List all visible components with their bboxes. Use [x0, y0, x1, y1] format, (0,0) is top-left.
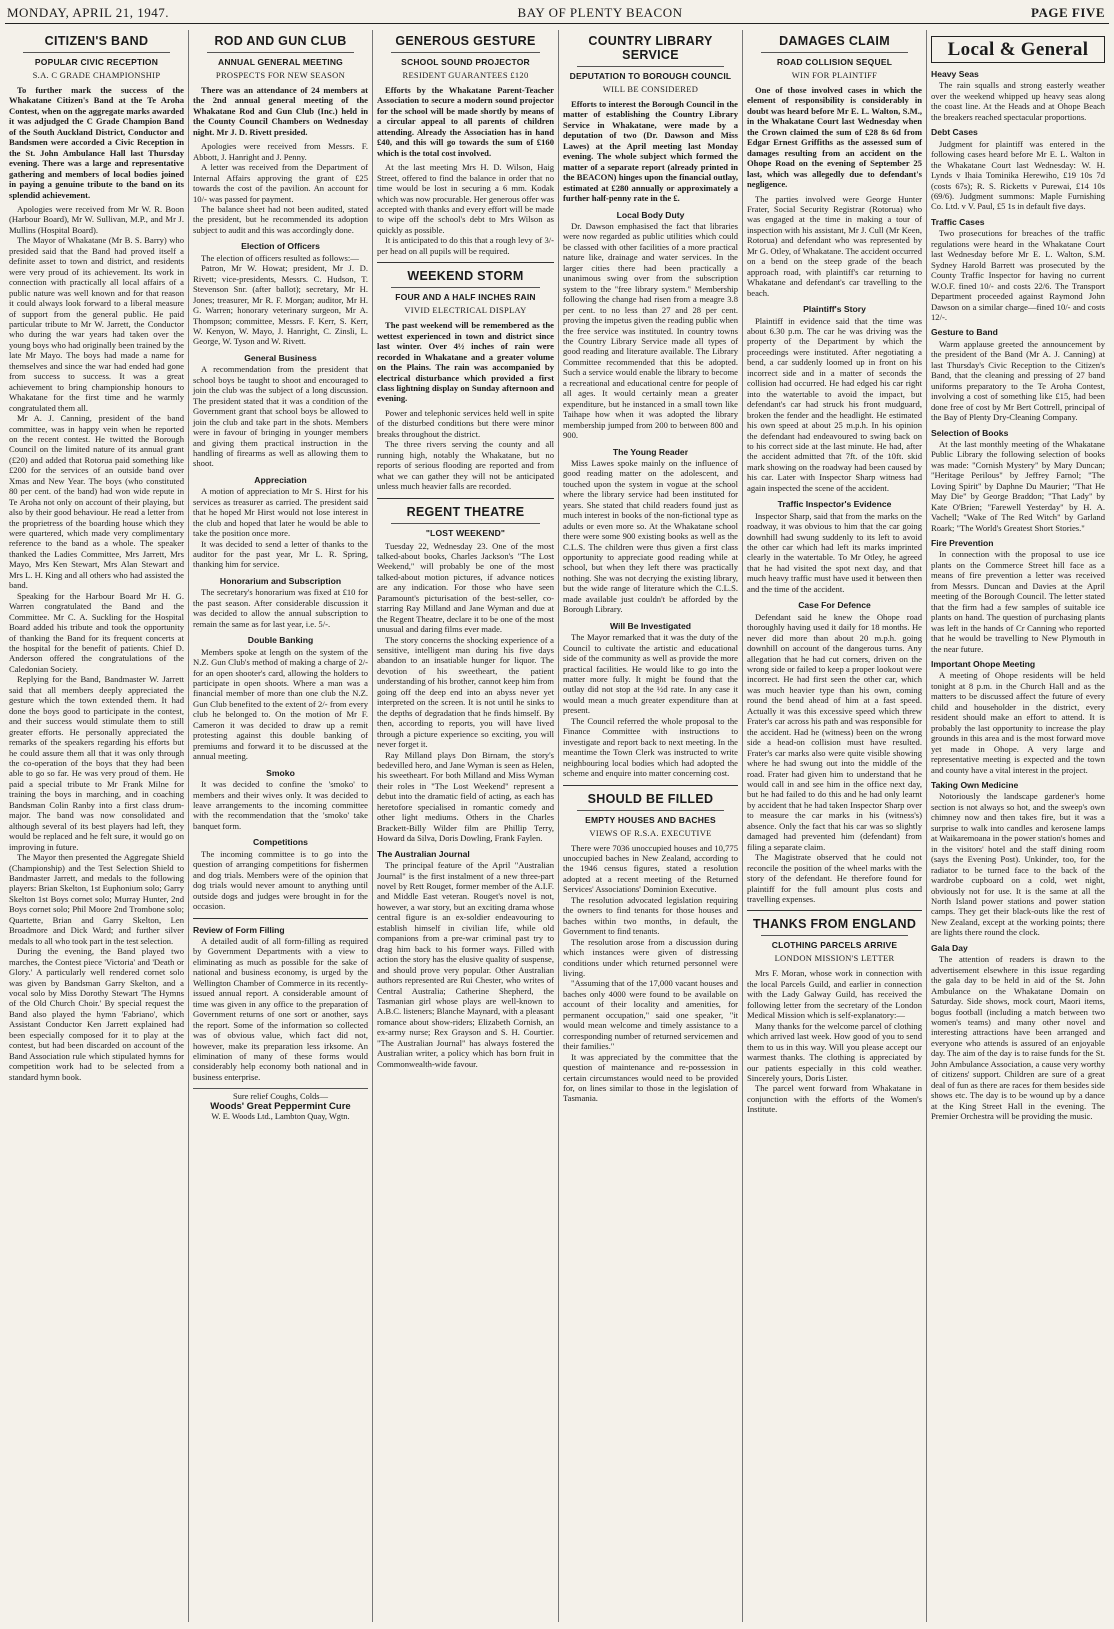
paragraph: The Mayor then presented the Aggregate Shield (Championship) and the Test Selection Shield to Bandmaster Jarrett, and medals to the following players: Brian Skelton, 1st Euphonium solo; Garry Skelton 1st Boys cornet solo; Murray Hunter, 2nd Boys cornet solo; Phil Moore 2nd Trombone solo; Quartette, Brian and Garry Skelton, Len Broadmore and Dick Ward; and further silver medals to all who took part in the test selection. [9, 852, 184, 946]
column-4 [559, 30, 743, 1622]
paragraph: A motion of appreciation to Mr S. Hirst for his services as treasurer as carried. The president said that he hoped Mr Hirst would not lose interest in the club and hoped that later he would be able to take the position once more. [193, 486, 368, 539]
paragraph: Apologies were received from Messrs. F. Abbott, J. Hanright and J. Penny. [193, 141, 368, 162]
news-item-title: Gala Day [931, 942, 968, 953]
paragraph: The principal feature of the April "Australian Journal" is the first instalment of a new three-part novel by Rett Rouget, former member of the A.I.F. and Middle East veteran. Rouget's novel is not, however, a war story, but an exciting drama whose central figure is an ex-soldier endeavouring to establish himself in civilian life, while old companions from a pre-war criminal past try to drag him back to his former ways. Filled with action the story has the elusive quality of suspense, and should prove very popular. Other Australian authors represented are Rui Chester, who writes of Central Australia; Catherine Shepherd, the Tasmanian girl whose plays are well-known to A.B.C. listeners; Blanche Maynard, with a pleasant romance about show-riders; Elizabeth Cornish, an ex-army nurse; Rex Grayson and S. H. Courtier. "The Australian Journal" has always fostered the Australian writer, a policy which has born fruit in Commonwealth-wide favour. [377, 860, 554, 1069]
paragraph: It was appreciated by the committee that the question of maintenance and re-possession in certain circumstances would need to be provided for, on lines similar to those in the legislation of Tasmania. [563, 1051, 738, 1104]
section-heading: Competitions [253, 837, 308, 848]
article-subheading: FOUR AND A HALF INCHES RAIN [395, 292, 536, 303]
news-item-text: Judgment for plaintiff was entered in the following cases heard before Mr E. L. Walton in the Whakatane Court last Wednesday: W. H. Lynds v Ihaia Tominika Herewiho, £19 10s 7d (costs 67s); R. S. Ricketts v Purewai, £14 10s (69/6). Judgment summons: Maple Furnishing Co. Ltd. v V. Paul, £5 1s in default five days. [931, 138, 1105, 212]
article-subheading: "LOST WEEKEND" [425, 527, 506, 538]
paragraph: Members spoke at length on the system of the N.Z. Gun Club's method of making a charge of 2/- for an open shooter's card, allowing the holders to participate in open shoots. Where a man was a financial member of more than one club the N.Z. Gun Club benefited to the extent of 2/- from every club he belonged to. On the motion of Mr F. Cameron it was decided to draw up a remit protesting against this double banking of premiums and forward it to be discussed at the annual meeting. [193, 646, 368, 762]
news-item-text: A meeting of Ohope residents will be held tonight at 8 p.m. in the Church Hall and as the matters to be discussed affect the future of every child and householder in the district, every resident should make an effort to attend. It is probably the last opportunity to increase the play grounds in this area and is the most forward move yet made in Ohope. A very large and representative meeting is expected and the town and county have a vital interest in the project. [931, 670, 1105, 775]
paragraph: The resolution advocated legislation requiring the owners to find tenants for those houses and baches within two months, in default, the Government to find tenants. [563, 894, 738, 937]
article-headline: SHOULD BE FILLED [587, 791, 714, 806]
news-item-title: Gesture to Band [931, 327, 998, 338]
section-heading: Local Body Duty [616, 209, 685, 220]
column-1 [5, 30, 189, 1622]
section-heading: The Young Reader [612, 446, 689, 457]
article-subheading: VIEWS OF R.S.A. EXECUTIVE [589, 827, 712, 838]
section-heading: Election of Officers [241, 241, 320, 252]
article-headline: ROD AND GUN CLUB [214, 34, 347, 48]
paragraph: During the evening, the Band played two marches, the Contest piece 'Victoria' and 'Death or Glory.' A particularly well rendered cornet solo was given by Bandsman Garry Skelton, and a vocal solo by Miss Dorothy Stewart 'The Hymns of the Old Church Choir.' By special request the Band also played the hymn 'Fabriano', which Assistant Conductor Ken Jarrett explained had been especially composed for it to play at the contest, but had been discarded on account of the Band Association rule which stipulated hymns for competition work had to be selected from a standard hymn book. [9, 946, 184, 1082]
news-item-title: Selection of Books [931, 427, 1009, 438]
paragraph: "Assuming that of the 17,000 vacant houses and baches only 4000 were found to be available on account of their locality and amenities, for permanent occupation," said one speaker, "it would mean welcome and timely assistance to a corresponding number of returned servicemen and their families." [563, 978, 738, 1052]
column-5 [743, 30, 927, 1622]
article-headline: CITIZEN'S BAND [44, 34, 149, 48]
column-6 [927, 30, 1109, 1622]
article-lead: The past weekend will be remembered as the wettest experienced in town and district since last winter. Over 4½ inches of rain were recorded in Whakatane and a greater volume on the Plains. The rain was accompanied by electrical disturbance which provided a first class lightning display on Sunday afternoon and evening. [377, 320, 554, 404]
news-item-title: Taking Own Medicine [931, 780, 1019, 790]
article-subheading: SCHOOL SOUND PROJECTOR [401, 57, 530, 67]
news-item-text: At the last monthly meeting of the Whakatane Public Library the following selection of books was made: "Cornish Mystery" by Mary Duncan; "Heritage Perilous" by Jeffrey Farnol; "The Loving Spirit" by Daphne Du Maurier; "That He May Die" by George Braddon; "That Lady" by Kate O'Brien; "Farewell Yesterday" by H. A. Vachell; "Wake of The Red Witch" by Garland Roark; "The World's Greatest Short Stories." [931, 438, 1105, 533]
paragraph: A letter was received from the Department of Internal Affairs approving the grant of £25 towards the cost of the pavilion. An account for 10/- was passed for payment. [193, 162, 368, 204]
article-headline: REGENT THEATRE [406, 504, 525, 519]
section-heading: Case For Defence [798, 600, 871, 611]
paragraph: The parcel went forward from Whakatane in conjunction with the efforts of the Women's Institute. [747, 1083, 922, 1115]
paragraph: The balance sheet had not been audited, stated the president, but he recommended its adoption subject to audit and this was accordingly done. [193, 203, 368, 235]
section-heading: Plaintiff's Story [803, 304, 866, 315]
article-subheading: POPULAR CIVIC RECEPTION [34, 57, 159, 67]
article-subheading: LONDON MISSION'S LETTER [774, 953, 895, 964]
advertisement [193, 1088, 368, 1122]
paragraph: The story concerns the shocking experience of a sensitive, intelligent man during his five days abandon to an insatiable hunger for liquor. The devotion of his sweetheart, the patient understanding of his brother, cannot keep him from going off the deep end into an abyss never yet interpreted on the screen. It is not until he sinks to the depths of degradation that he finds himself. By then, according to reports, you will have lived through a picture experience so exciting, you will never forget it. [377, 634, 554, 750]
news-item-title: Debt Cases [931, 127, 978, 138]
article-subheading: DEPUTATION TO BOROUGH COUNCIL [569, 71, 732, 81]
paragraph: At the last meeting Mrs H. D. Wilson, Haig Street, offered to find the balance in order that no time would be lost in securing a 6 mm. Kodak which was now procurable. Her generous offer was accepted with thanks and every effort will be made to wipe off the school's debt to Mrs Wilson as quickly as possible. [377, 162, 554, 235]
paragraph: There were 7036 unoccupied houses and 10,775 unoccupied baches in New Zealand, according to the 1946 census figures, stated a resolution adopted at a recent meeting of the Returned Services' Associations' Dominion Executive. [563, 842, 738, 895]
paragraph: It is anticipated to do this that a rough levy of 3/- per head on all pupils will be required. [377, 235, 554, 256]
paragraph: Patron, Mr W. Howat; president, Mr J. D. Rivett; vice-presidents, Messrs. C. Hudson, T. Stevenson Snr. (after ballot); secretary, Mr H. Jones; treasurer, Mr R. F. Morgan; auditor, Mr H. G. Warren; honorary veterinary surgeon, Mr A. Thompson; committee, Messrs. F. Kerr, S. Kerr, W. Kenyon, W. Mayo, J. Hanright, C. Zinsli, L. George, W. Tyson and W. Rivett. [193, 263, 368, 347]
article-subheading: ROAD COLLISION SEQUEL [776, 57, 893, 67]
paragraph: It was decided to send a letter of thanks to the auditor for the past year, Mr L. R. Spring, thanking him for service. [193, 538, 368, 570]
masthead [5, 3, 1109, 24]
paragraph: Ray Milland plays Don Birnam, the story's bedevilled hero, and Jane Wyman is seen as Helen, his sweetheart. For both Milland and Miss Wyman their roles in "The Lost Weekend" represent a debut into the dramatic field of acting, as each has heretofore specialised in romantic comedy and other light mediums. Others in the Charles Brackett-Billy Wilder film are Phillip Terry, Howard da Silva, Doris Dowling, Frank Faylen. [377, 749, 554, 844]
paragraph: It was decided to confine the 'smoko' to members and their wives only. It was decided to leave arrangements to the incoming committee with the recommendation that the 'smoko' take banquet form. [193, 779, 368, 831]
section-heading: Will Be Investigated [609, 620, 692, 631]
issue-date: MONDAY, APRIL 21, 1947. [7, 5, 169, 20]
ad-tagline: Sure relief Coughs, Colds— [233, 1092, 328, 1102]
news-item-text: Two prosecutions for breaches of the traffic regulations were heard in the Whakatane Court last Wednesday before Mr E. L. Walton, S.M. Sydney Harold Barrett was prosecuted by the County Traffic Inspector for having no current W.O.F. fined 10/- and costs 22/6. The Transport Department proceeded against Raymond John Dawson on a similar charge—fined 10/- and costs 12/-. [931, 228, 1105, 322]
article-headline: DAMAGES CLAIM [779, 34, 890, 48]
column-2 [189, 30, 373, 1622]
paragraph: Replying for the Band, Bandmaster W. Jarrett said that all members deeply appreciated the gesture which the town extended them. It had done the boys good to participate in the contest, and their success would stimulate them to still greater efforts. He personally appreciated the remarks of the speakers regarding his efforts but he could assure them all that it was only through the co-operation of the boys that they had been able to go so far. He was very proud of them. He paid a special tribute to Mr Frank Milne for training the boys in marching, and in coaching Bandsman Colin Ranby into a first class drum-major. The band was now consolidated and although several of its best players had left, they would be replaced and he felt sure, it would go on improving in future. [9, 674, 184, 852]
paragraph: The three rivers serving the county and all running high, notably the Whakatane, but no reports of serious flooding are reported and from what we can gather they will not be anticipated unless much heavier falls are recorded. [377, 439, 554, 492]
news-item-text: Notoriously the landscape gardener's home section is not always so hot, and the sweep's own chimney now and then takes fire, but it was a surprise to walk into candles and kerosene lamps at Waikaremoana in the power station's homes and in the visitors' hotel and the staff dining room (says the Evening Post). Unkinder, too, for the radiator to be turned face to the back of the wardrobe cupboard on a cold, wet night, obviously not for use. It is the same at all the North Island power stations and power station camps. They get their black-outs like the rest of New Zealand, except at the working points; there are lights there round the clock. [931, 791, 1105, 938]
paragraph: The resolution arose from a discussion during which instances were given of distressing conditions under which returned personnel were living. [563, 936, 738, 978]
paragraph: The Mayor of Whakatane (Mr B. S. Barry) who presided said that the Band had proved itself a definite asset to town and district, and residents were very proud of its achievement. Its work in connection with practically all local affairs of a public nature was well known and for that reason it could always look forward to a liberal measure of support from the general public. He paid particular tribute to Mr W. Jarrett, the Conductor who during the war years had taken over the young boys who had originally been trained by the late Mr Mayo. The boys had made a name for themselves and since the war had ended had gone from success to success. It was a great achievement to bring championship honours to Whakatane for the first time and he warmly congratulated them all. [9, 235, 184, 413]
article-subheading: WIN FOR PLAINTIFF [791, 70, 878, 80]
column-3 [373, 30, 559, 1622]
article-subheading: ANNUAL GENERAL MEETING [218, 57, 343, 67]
paragraph: Defendant said he knew the Ohope road thoroughly having used it daily for 18 months. He never did more than about 20 m.p.h. going downhill on account of the dangerous turns. Any allegation that he had cut corners, driven on the wrong side or failed to keep a proper lookout were incorrect. He had first seen the other car, which was much heavier type than his own, coming round the bend ahead of him at a fast speed. Actually it was this excessive speed which threw Frater's car across his path and was responsible for the accident. Had he (witness) been on the wrong side a head-on collision must have resulted. Frater's car marks also were quite visible showing where he had swung out into the middle of the road. Frater had given him to understand that he would call in and see him in the office next day, but he had failed to do this and he had only learnt by accident that he had taken Inspector Sharp over to measure the car marks in his (witness's) absence. Only the fact that his car was so slightly damaged had prevented him (defendant) from filing a separate claim. [747, 611, 922, 852]
paragraph: The Council referred the whole proposal to the Finance Committee with instructions to investigate and report back to next meeting. In the meantime the Town Clerk was instructed to write neighbouring local bodies which had adopted the scheme and enquire into matter concerning cost. [563, 715, 738, 779]
article-lead: Efforts to interest the Borough Council in the matter of establishing the Country Library Service in Whakatane, were made by a deputation of two (Dr. Dawson and Miss Lawes) at the April meeting last Monday evening. The whole subject which formed the matter of a separate report (already printed in the BEACON) hinges upon the financial outlay, estimated at £280 annually or approximately a further half-penny rate in the £. [563, 99, 738, 204]
section-heading: Review of Form Filling [193, 924, 285, 935]
article-subheading: CLOTHING PARCELS ARRIVE [771, 940, 898, 951]
section-heading: Traffic Inspector's Evidence [777, 499, 892, 510]
article-lead: To further mark the success of the Whakatane Citizen's Band at the Te Aroha Contest, when on the aggregate marks awarded it was adjudged the C Grade Champion Band of the South Auckland District, Conductor and Bandsmen were accorded a Civic Reception in the St. John Ambulance Hall last Thursday evening. There was a large and representative gathering and members of local bodies joined in paying a genuine tribute to the band on its splendid achievement. [9, 85, 184, 200]
article-headline: GENEROUS GESTURE [395, 34, 536, 48]
paragraph: Dr. Dawson emphasised the fact that libraries were now regarded as public utilities which could be classed with other facilities of a more practical nature like, drainage and water services. In the larger cities there had been practically a unanimous swing over from the subscription system to the "free library system." Membership following the change had risen from a meagre 3.8 per cent. to no less than 27 and 28 per cent. proving the impetus given the reading public when the free service was instituted. In country towns the Country Library Service made all types of good reading and literature available. The Library Committee recommended that this be adopted. Such a service would enable the library to become a recreational and educational centre for people of all ages. It would certainly mean a greater expenditure, but he instanced in a small town like Taihape how when it was adopted the library membership jumped from 200 to between 800 and 900. [563, 220, 738, 441]
paragraph: Mr A. J. Canning, president of the band committee, was in happy vein when he reported on the recent contest. He twitted the Borough Council on the limited nature of its annual grant (£20) and added that Rotorua paid something like £200 for the services of an outside band over Xmas and New Year. The boys (who constituted 80 per cent. of the band) had won wide repute in Te Aroha not only on account of their playing, but also by their good behaviour. He read a letter from the proprietress of the boarding house which they were quartered, which made very complimentary reference to the band as a whole. The speaker thanked the Ladies Committee, Mrs Jarrett, Mrs Mayo, Mrs Ken Stewart, Mrs Alan Stewart and Mrs L. H. King and all others who had assisted the band. [9, 413, 184, 591]
article-subheading: PROSPECTS FOR NEW SEASON [215, 70, 346, 80]
paragraph: Mrs F. Moran, whose work in connection with the local Parcels Guild, and earlier in connection with the Lady Galway Guild, has received the following letter from the secretary of the London Medical Mission which is self-explanatory:— [747, 968, 922, 1021]
paragraph: The Mayor remarked that it was the duty of the Council to cultivate the artistic and educational side of the community as well as provide the more practical facilities. He would like to go into the matter more fully. It might be found that the outlay did not stop at the ½d rate. In any case it would mean a much greater expenditure than at present. [563, 632, 738, 716]
paragraph: The parties involved were George Hunter Frater, Social Security Registrar (Rotorua) who was engaged at the time in making a tour of inspection with his assistant, Mr J. Cull (Mr Keen, Rotorua) and defendant who was represented by Mr G. Otley, of Whakatane. The accident occurred on a bend on the steep grade of the beach approach road, with plaintiff's car returning to Whakatane and defendant's car travelling to the beach. [747, 193, 922, 298]
news-item-title: Heavy Seas [931, 69, 979, 79]
section-heading: Double Banking [247, 635, 314, 646]
paragraph: Inspector Sharp, said that from the marks on the roadway, it was obvious to him that the car going downhill had swung suddenly to its left to avoid the other car which had left its marks imprinted clearly in the watertable. To Mr Otley, he agreed that he had visited the spot next day, and that much heavy traffic must have used it between then and the time of the accident. [747, 510, 922, 594]
paragraph: The Magistrate observed that he could not reconcile the position of the wheel marks with the story of the defendant. He therefore found for plaintiff for the full amount plus costs and travelling expenses. [747, 852, 922, 904]
paragraph: The incoming committee is to go into the question of arranging competitions for fishermen and dog trials. Members were of the opinion that dog trials would never amount to anything until outside dogs and judges were brought in for the occasion. [193, 848, 368, 912]
news-item-text: Warm applause greeted the announcement by the president of the Band (Mr A. J. Canning) at last Thursday's Civic Reception to the Citizen's Band, that the cleaning and pressing of 27 band uniforms preparatory to the Te Aroha Contest, involving a cost of something like £15, had been done free of cost by Mr Bert Cottrell, principal of the Bay of Plenty Dry-Cleaning Company. [931, 338, 1105, 423]
section-title: Local & General [947, 39, 1089, 60]
section-heading: The Australian Journal [377, 848, 470, 859]
paragraph: A recommendation from the president that school boys be taught to shoot and encouraged to join the club was the subject of a long discussion. The president stated that it was a condition of the Government grant that school boys be allowed to join the club and take part in the shots. Members were in favour of bringing in younger members and giving them practical instruction in the handling of firearms as well as allowing them to shoot. [193, 364, 368, 469]
newspaper-title: BAY OF PLENTY BEACON [517, 5, 683, 20]
article-subheading: WILL BE CONSIDERED [602, 84, 699, 94]
article-subheading: EMPTY HOUSES AND BACHES [585, 814, 716, 825]
article-subheading: VIVID ELECTRICAL DISPLAY [404, 305, 527, 316]
article-headline: COUNTRY LIBRARY SERVICE [588, 34, 713, 62]
article-lead: There was an attendance of 24 members at the 2nd annual general meeting of the Whakatane Rod and Gun Club (Inc.) held in the County Council Chambers on Wednesday night. Mr J. D. Rivett presided. [193, 85, 368, 137]
paragraph: Plaintiff in evidence said that the time was about 6.30 p.m. The car he was driving was the property of the Department by which the proceedings were instituted. After negotiating a bend, a car suddenly loomed up in front on his incorrect side and in a matter of seconds the collision had occurred. He had edged his car right into the watertable to avoid the impact, but defendant's car had struck his front mudguard, broken the fender and the headlight. He estimated his own speed at about 25 m.p.h. In his opinion the defendant had endeavoured to swing back on to his correct side at the last minute. He had, after the accident admitted that 7ft. of the 10ft. skid mark showing on the roadway had been caused by his car. Later with Inspector Sharp witness had again inspected the scene of the accident. [747, 315, 922, 493]
paragraph: Speaking for the Harbour Board Mr H. G. Warren congratulated the Band and the Committee. Mr C. A. Suckling for the Hospital Board added his tribute and took the opportunity of thanking the Band for its frequent concerts at the hospital for the benefit of patients. Chief D. Anderson offered the congratulations of the Caledonian Society. [9, 590, 184, 674]
article-headline: THANKS FROM ENGLAND [752, 917, 917, 932]
ad-maker: W. E. Woods Ltd., Lambton Quay, Wgtn. [211, 1112, 350, 1122]
article-subheading: RESIDENT GUARANTEES £120 [402, 70, 529, 80]
paragraph: Many thanks for the welcome parcel of clothing which arrived last week. How good of you to send them to us in this way. Will you please accept our warmest thanks. The clothing is appreciated by our patients especially in this cold weather. Sincerely yours, Doris Lister. [747, 1020, 922, 1083]
paragraph: Tuesday 22, Wednesday 23. One of the most talked-about books, Charles Jackson's "The Lost Weekend," will probably be one of the most talked-about motion pictures, if advance notices are any indication. For those who have seen Paramount's picturisation of the best-seller, co-starring Ray Milland and Jane Wyman and due at the Regent Theatre, declare it to be one of the most unusual and daring films ever made. [377, 540, 554, 635]
ad-product: Woods' Great Peppermint Cure [210, 1101, 351, 1113]
paragraph: A detailed audit of all form-filling as required by Government Departments with a view to eliminating as much as possible for the sake of national and business economy, is urged by the Wellington Chamber of Commerce in its recently-issued annual report. A considerable amount of time was given in any office to the preparation of Government returns of one sort or another, says the report. Some of the information so collected was of obvious value, which fact did not, however, make its preparation less irksome. An elimination of many of these forms would considerably help economy both national and in business enterprise. [193, 935, 368, 1082]
section-heading: Honorarium and Subscription [219, 575, 342, 586]
article-subheading: S.A. C GRADE CHAMPIONSHIP [32, 70, 161, 80]
article-lead: One of those involved cases in which the element of responsibility is considerably in doubt was heard before Mr E. L. Walton, S.M., in the Whakatane Court last Wednesday when the Crown claimed the sum of £28 8s 6d from Edgar Ernest Griffiths as the assessed sum of damages resulting from an accident on the Ohope Road on the evening of September 25 last, which was allegedly due to defendant's negligence. [747, 85, 922, 190]
section-heading: Smoko [266, 767, 295, 778]
news-item-title: Fire Prevention [931, 538, 994, 549]
page-number: PAGE FIVE [1031, 5, 1105, 20]
article-headline: WEEKEND STORM [407, 269, 524, 284]
paragraph: The election of officers resulted as follows:— [201, 252, 359, 263]
news-item-text: The attention of readers is drawn to the advertisement elsewhere in this issue regarding the gala day to be held in aid of the St. John Ambulance on the Whakatane Domain on Saturday. Side shows, mock court, Maori items, bogus football (including a match between two women's teams) and many other novel and interesting attractions have been arranged and everyone who attends is assured of an enjoyable day. The aim of the day is to raise funds for the St. John Ambulance Association, a cause very worthy of citizens' support. Children are sure of a great deal of fun as there are races for them besides side shows etc. The day is to be wound up by a dance at the King Street Hall in the evening. The Premier Orchestra will be providing the music. [931, 954, 1105, 1122]
news-item-text: In connection with the proposal to use ice plants on the Commerce Street hill face as a means of fire prevention a letter was received from Messrs. Duncan and Davies at the April meeting of the Borough Council. The letter stated that the firm had a few samples of suitable ice plants on hand. The question of purchasing plants was left in the hands of Cr Canning who reported that he would be travelling to New Plymouth in the near future. [931, 549, 1105, 654]
section-banner [931, 36, 1105, 63]
news-item-title: Important Ohope Meeting [931, 659, 1036, 670]
paragraph: Miss Lawes spoke mainly on the influence of good reading matter on the adolescent, and touched upon the system in vogue at the school where the library service had been instituted for years. She stated that child readers found just as much interest in books of the non-fictional type as adults or even more so. At the Whakatane school there were some 900 existing books as well as the C.L.S. The children were thus given a first class opportunity to appreciate good reading while at school, but when they left there was practically nothing. She was not decrying the existing library, but the wide range of literature which the C.L.S. made available just couldn't be afforded by the Borough Library. [563, 457, 738, 615]
paragraph: Apologies were received from Mr W. R. Boon (Harbour Board), Mr W. Sullivan, M.P., and Mr J. Mullins (Hospital Board). [9, 203, 184, 235]
section-heading: Appreciation [254, 474, 307, 485]
news-item-title: Traffic Cases [931, 216, 985, 227]
newspaper-page [5, 3, 1109, 1623]
columns [5, 30, 1109, 1622]
section-heading: General Business [244, 352, 317, 363]
news-item-text: The rain squalls and strong easterly weather over the weekend whipped up heavy seas along the coast line. At the Heads and at Ohope Beach the breakers reached spectacular proportions. [931, 80, 1105, 122]
paragraph: Power and telephonic services held well in spite of the disturbed conditions but there were minor breaks throughout the district. [377, 407, 554, 439]
paragraph: The secretary's honorarium was fixed at £10 for the past season. After considerable discussion it was decided to allow the annual subscription to remain the same as for last year, i.e. 5/-. [193, 587, 368, 629]
article-lead: Efforts by the Whakatane Parent-Teacher Association to secure a modern sound projector for the school will be made shortly by means of a circular appeal to all parents of children attending. Already the Association has in hand £40, and this will go towards the sum of £160 which is the total cost involved. [377, 85, 554, 158]
